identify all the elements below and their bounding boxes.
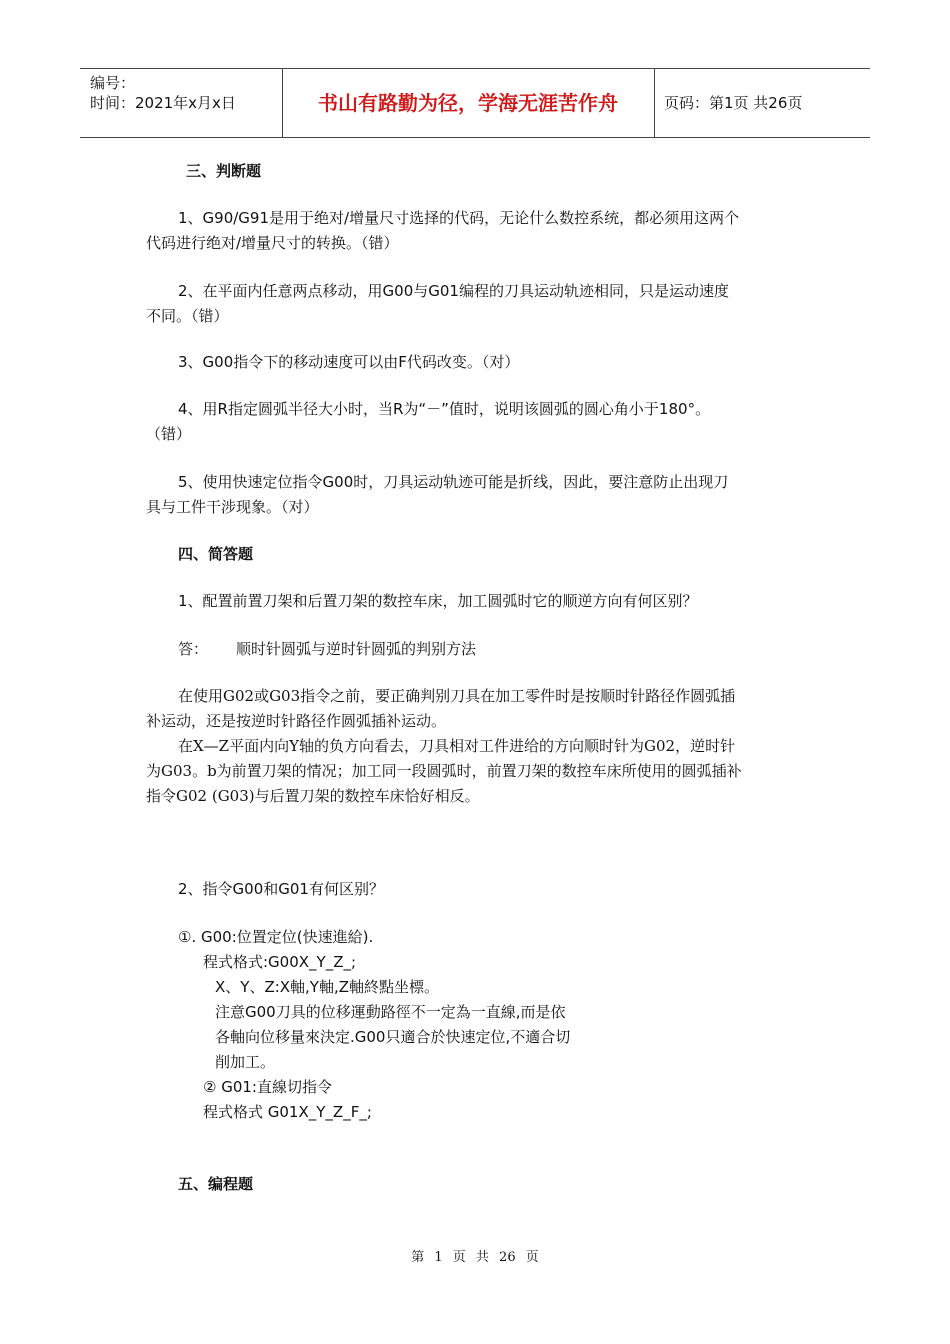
answer2-line6: 削加工。 [215, 1053, 276, 1071]
answer2-line7: ② G01:直線切指令 [203, 1078, 332, 1096]
time-label: 时间：2021年x月x日 [90, 94, 236, 112]
answer1-para1-line2: 补运动，还是按逆时针路径作圆弧插补运动。 [146, 712, 447, 730]
header-divider-right [654, 69, 655, 137]
answer2-line1: ①. G00:位置定位(快速進給). [178, 928, 374, 946]
answer2-line3: X、Y、Z:X軸,Y軸,Z軸終點坐標。 [215, 978, 440, 996]
judgement-q4-line1: 4、用R指定圆弧半径大小时，当R为“－”值时，说明该圆弧的圆心角小于180°。 [178, 400, 711, 418]
header-motto: 书山有路勤为径，学海无涯苦作舟 [318, 91, 618, 115]
answer2-line5: 各軸向位移量來決定.G00只適合於快速定位,不適合切 [215, 1028, 571, 1046]
judgement-q1-line2: 代码进行绝对/增量尺寸的转换。（错） [146, 234, 399, 252]
page-header [80, 68, 870, 138]
short-answer-q1: 1、配置前置刀架和后置刀架的数控车床，加工圆弧时它的顺逆方向有何区别？ [178, 592, 698, 610]
answer1-label: 答： [178, 640, 209, 658]
answer1-para1-line1: 在使用G02或G03指令之前，要正确判别刀具在加工零件时是按顺时针路径作圆弧插 [178, 687, 736, 705]
number-label: 编号： [90, 74, 136, 92]
section-programming-title: 五、编程题 [178, 1175, 254, 1193]
answer2-line4: 注意G00刀具的位移運動路徑不一定為一直線,而是依 [215, 1003, 566, 1021]
header-page-info: 页码：第1页 共26页 [664, 94, 803, 112]
judgement-q2-line1: 2、在平面内任意两点移动，用G00与G01编程的刀具运动轨迹相同，只是运动速度 [178, 282, 729, 300]
judgement-q2-line2: 不同。（错） [146, 307, 229, 325]
judgement-q5-line2: 具与工件干涉现象。（对） [146, 498, 319, 516]
page-footer: 第 1 页 共 26 页 [411, 1250, 539, 1265]
judgement-q5-line1: 5、使用快速定位指令G00时，刀具运动轨迹可能是折线，因此，要注意防止出现刀 [178, 473, 729, 491]
judgement-q1-line1: 1、G90/G91是用于绝对/增量尺寸选择的代码，无论什么数控系统，都必须用这两个 [178, 209, 740, 227]
answer1-title: 顺时针圆弧与逆时针圆弧的判别方法 [236, 640, 477, 658]
section-judgement-title: 三、判断题 [186, 162, 262, 180]
judgement-q3: 3、G00指令下的移动速度可以由F代码改变。（对） [178, 353, 520, 371]
short-answer-q2: 2、指令G00和G01有何区别？ [178, 880, 384, 898]
header-meta [90, 73, 236, 113]
answer1-para2-line2: 为G03。b为前置刀架的情况；加工同一段圆弧时，前置刀架的数控车床所使用的圆弧插补 [146, 762, 742, 780]
judgement-q4-line2: （错） [146, 425, 192, 443]
answer2-line2: 程式格式:G00X_Y_Z_; [203, 953, 357, 971]
answer1-para2-line3: 指令G02 (G03)与后置刀架的数控车床恰好相反。 [146, 787, 480, 805]
section-short-answer-title: 四、简答题 [178, 545, 254, 563]
answer1-para2-line1: 在X—Z平面内向Y轴的负方向看去，刀具相对工件进给的方向顺时针为G02，逆时针 [178, 737, 736, 755]
answer2-line8: 程式格式 G01X_Y_Z_F_; [203, 1103, 372, 1121]
